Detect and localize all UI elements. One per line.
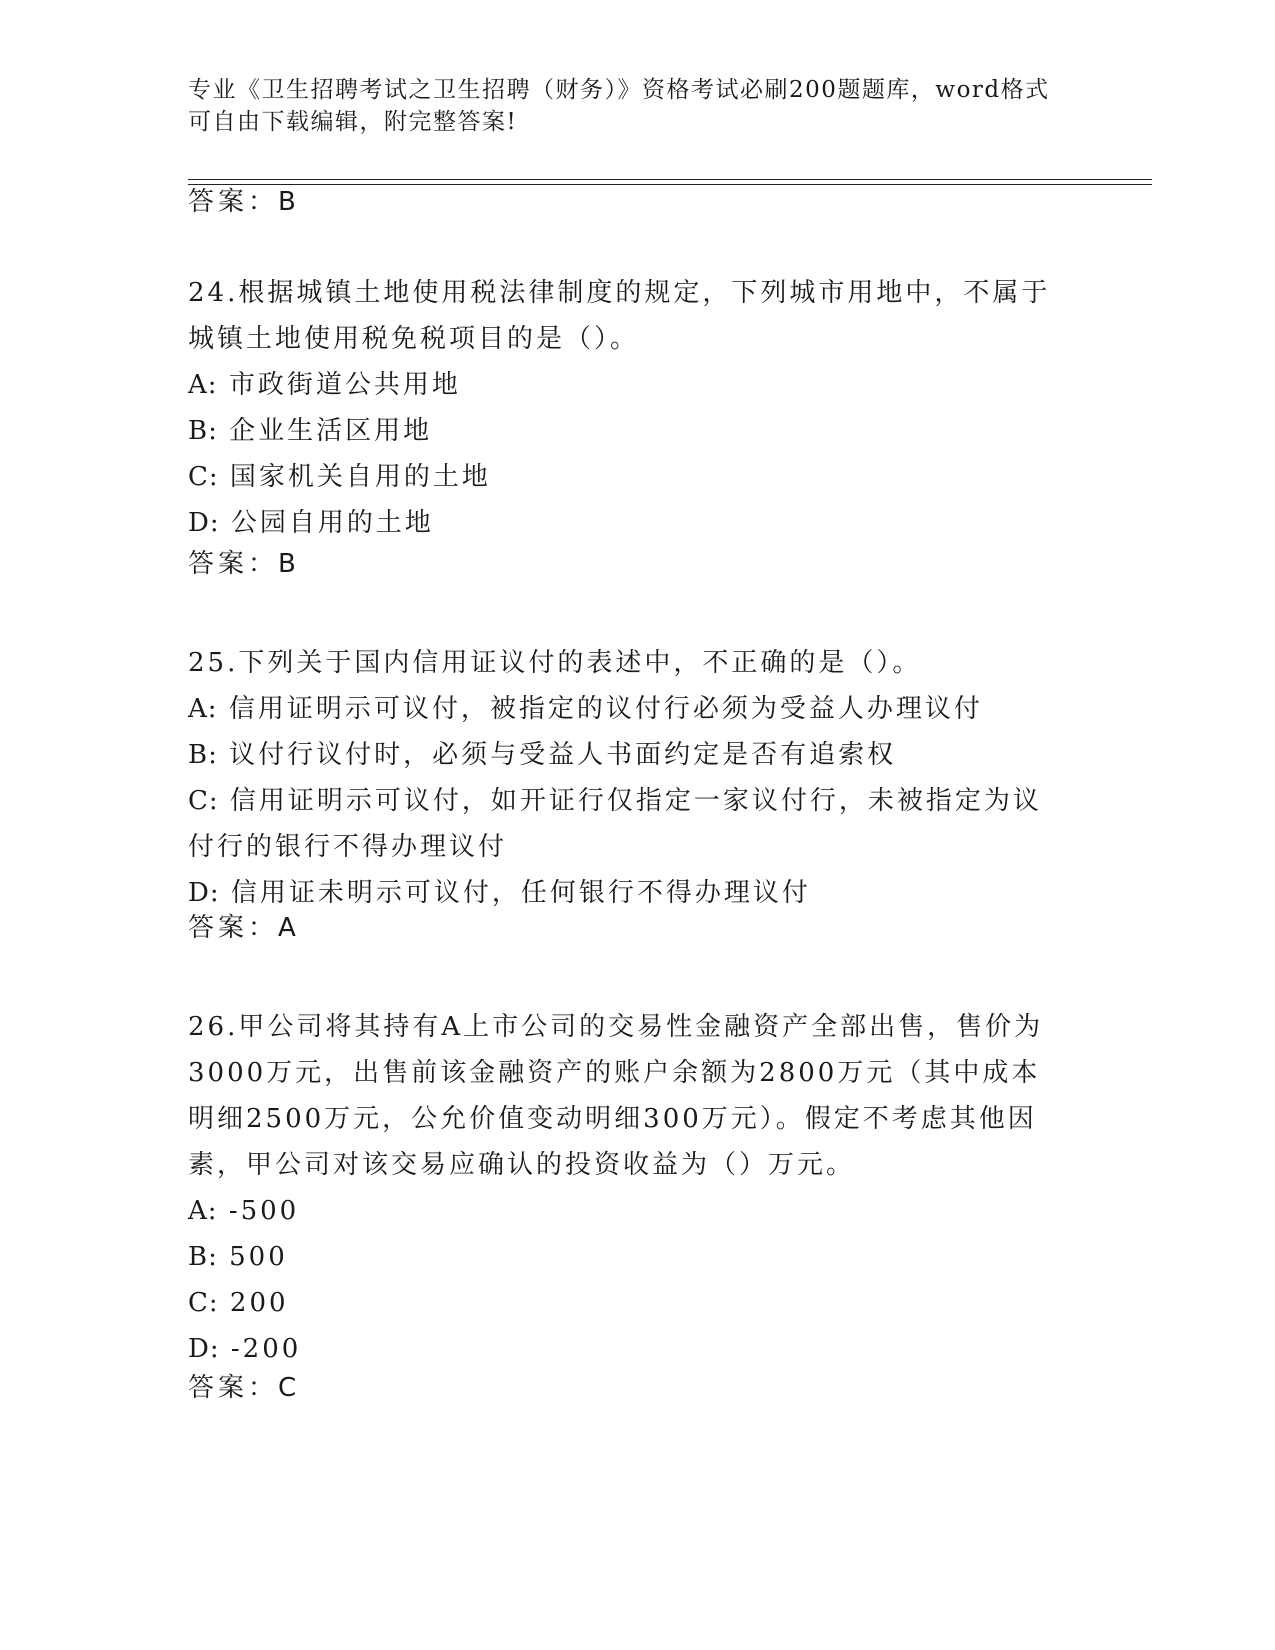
option-a [188, 686, 1088, 732]
question-25 [188, 640, 1088, 916]
option-letter: D: [188, 1334, 220, 1364]
option-c [188, 778, 1068, 870]
option-letter: C: [188, 462, 219, 492]
question-stem: 25.下列关于国内信用证议付的表述中，不正确的是（）。 [188, 648, 922, 678]
option-a [188, 362, 1088, 408]
header-divider-top [188, 179, 1152, 180]
question-stem: 24.根据城镇土地使用税法律制度的规定，下列城市用地中，不属于城镇土地使用税免税项目的是（）。 [188, 278, 1051, 354]
option-letter: D: [188, 878, 220, 908]
document-header: 专业《卫生招聘考试之卫生招聘（财务）》资格考试必刷200题题库，word格式可自由下载编辑，附完整答案! [188, 77, 1050, 135]
answer-24 [188, 548, 298, 580]
option-letter: C: [188, 786, 219, 816]
option-d [188, 500, 1088, 546]
option-text: 500 [229, 1242, 288, 1272]
answer-previous [188, 186, 298, 218]
option-letter: A: [188, 370, 218, 400]
answer-value: C [278, 1373, 299, 1403]
option-text: 信用证未明示可议付，任何银行不得办理议付 [230, 878, 811, 908]
answer-label: 答案： [188, 1373, 279, 1403]
option-text: 信用证明示可议付，被指定的议付行必须为受益人办理议付 [228, 694, 983, 724]
option-text: 200 [229, 1288, 289, 1318]
option-letter: B: [188, 740, 218, 770]
option-b [188, 408, 1088, 454]
header-divider-bottom [188, 184, 1152, 185]
answer-26 [188, 1372, 298, 1404]
answer-25 [188, 912, 298, 944]
answer-label: 答案： [188, 913, 279, 943]
question-stem: 26.甲公司将其持有A上市公司的交易性金融资产全部出售，售价为3000万元，出售前该金融资产的账户余额为2800万元（其中成本明细2500万元，公允价值变动明细300万元）。假定不考虑其他因素，甲公司对该交易应确认的投资收益为（）万元。 [188, 1012, 1044, 1180]
option-letter: A: [188, 1196, 218, 1226]
answer-value: B [278, 549, 298, 579]
option-text: 公园自用的土地 [230, 508, 434, 538]
question-26 [188, 1004, 1088, 1372]
answer-value: B [278, 187, 298, 217]
answer-value: A [278, 913, 298, 943]
option-d [188, 870, 1088, 916]
option-text: -200 [230, 1334, 302, 1364]
answer-label: 答案： [188, 549, 279, 579]
option-letter: B: [188, 1242, 218, 1272]
option-text: 议付行议付时，必须与受益人书面约定是否有追索权 [229, 740, 897, 770]
answer-label: 答案： [188, 187, 279, 217]
option-c [188, 1280, 1088, 1326]
question-24 [188, 270, 1088, 546]
option-text: 信用证明示可议付，如开证行仅指定一家议付行，未被指定为议付行的银行不得办理议付 [188, 786, 1042, 862]
option-b [188, 732, 1088, 778]
option-c [188, 454, 1088, 500]
option-a [188, 1188, 1088, 1234]
option-letter: D: [188, 508, 220, 538]
option-letter: B: [188, 416, 218, 446]
option-letter: C: [188, 1288, 219, 1318]
option-text: 国家机关自用的土地 [229, 462, 491, 492]
option-text: 市政街道公共用地 [228, 370, 461, 400]
option-letter: A: [188, 694, 218, 724]
option-d [188, 1326, 1088, 1372]
option-text: -500 [228, 1196, 300, 1226]
option-b [188, 1234, 1088, 1280]
option-text: 企业生活区用地 [229, 416, 433, 446]
